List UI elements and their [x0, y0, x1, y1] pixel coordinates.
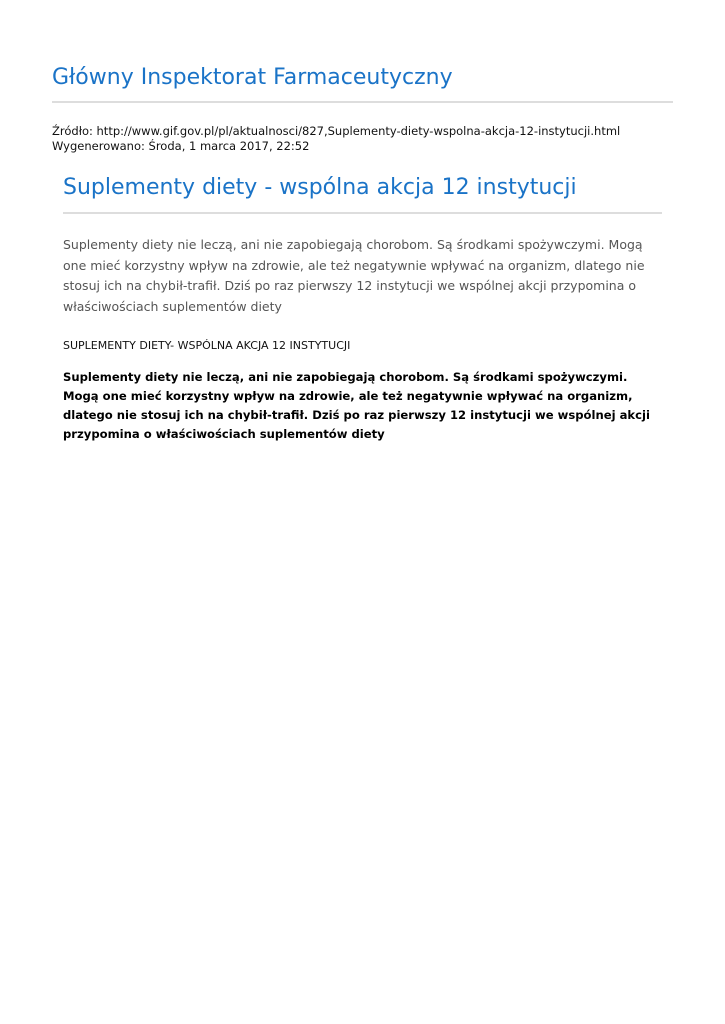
article-lead: Suplementy diety nie leczą, ani nie zapobiegają chorobom. Są środkami spożywczymi. Mogą one mieć korzystny wpływ na zdrowie, ale też negatywnie wpływać na organizm, dlatego nie stosuj ich na chybił-trafił. Dziś po raz pierwszy 12 instytucji we wspólnej akcji przypomina o właściwościach suplementów diety [63, 237, 645, 314]
generated-line: Wygenerowano: Środa, 1 marca 2017, 22:52 [52, 139, 310, 153]
article-title-divider [63, 212, 662, 214]
section-heading: SUPLEMENTY DIETY- WSPÓLNA AKCJA 12 INSTYTUCJI [63, 339, 351, 352]
source-line: Źródło: http://www.gif.gov.pl/pl/aktualnosci/827,Suplementy-diety-wspolna-akcja-12-instytucji.html [52, 124, 621, 138]
article-title: Suplementy diety - wspólna akcja 12 instytucji [63, 175, 577, 200]
article-bold-paragraph: Suplementy diety nie leczą, ani nie zapobiegają chorobom. Są środkami spożywczymi. Mogą one mieć korzystny wpływ na zdrowie, ale też negatywnie wpływać na organizm, dlatego nie stosuj ich na chybił-trafił. Dziś po raz pierwszy 12 instytucji we wspólnej akcji przypomina o właściwościach suplementów diety [63, 370, 650, 441]
document-meta [52, 124, 620, 154]
header-divider [52, 101, 673, 103]
site-title: Główny Inspektorat Farmaceutyczny [52, 65, 453, 90]
